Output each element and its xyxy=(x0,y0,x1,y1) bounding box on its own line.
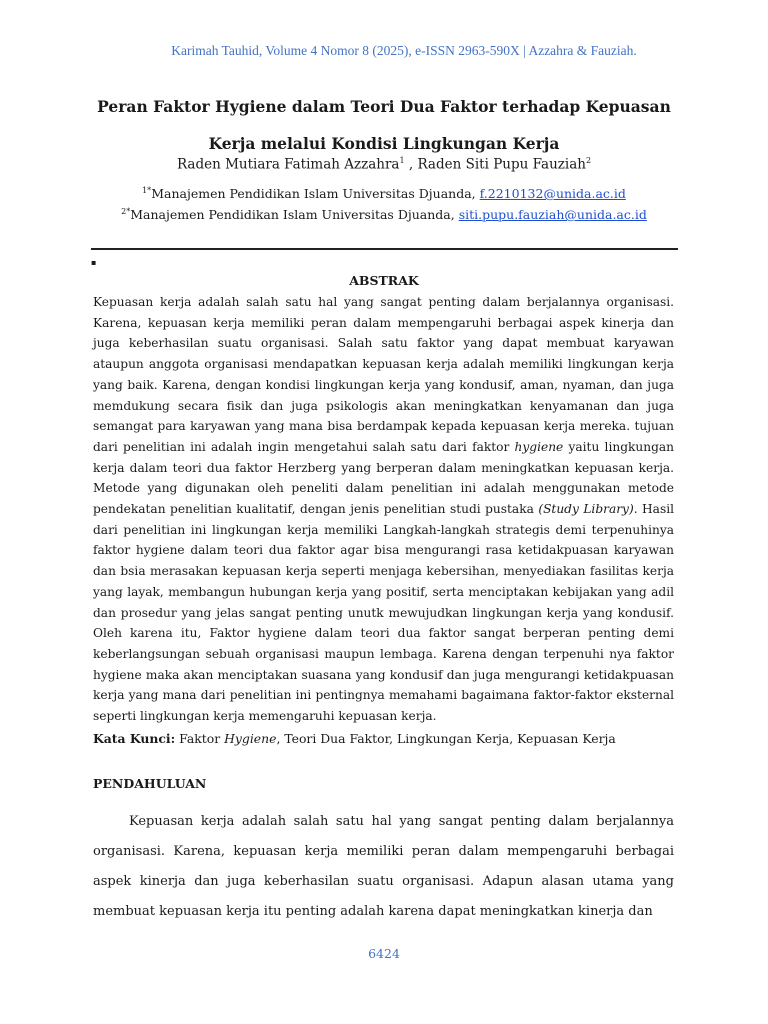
introduction-paragraph: Kepuasan kerja adalah salah satu hal yang sangat penting dalam berjalannya organisasi. Karena, kepuasan kerja memiliki peran dalam mempengaruhi berbagai aspek kinerja dan juga keberhasilan suatu organisasi. Adapun alasan utama yang membuat kepuasan kerja itu penting adalah karena dapat meningkatkan kinerja dan xyxy=(93,814,674,919)
affiliation-2 xyxy=(0,207,768,222)
abstract-text-part-2: yaitu lingkungan kerja dalam teori dua faktor Herzberg yang berperan dalam meningkatkan kepuasan kerja. Metode yang digunakan oleh peneliti dalam penelitian ini adalah menggunakan metode pendekatan penelitian kualitatif, dengan jenis penelitian studi pustaka xyxy=(93,439,675,517)
affiliation-1 xyxy=(0,186,768,201)
abstract-italic-study-library: (Study Library) xyxy=(538,502,634,517)
author-1-superscript: 1 xyxy=(399,156,405,165)
section-heading-introduction: PENDAHULUAN xyxy=(93,776,207,791)
keywords-pre: Faktor xyxy=(175,731,225,746)
paper-title xyxy=(70,88,698,162)
title-line-2: Kerja melalui Kondisi Lingkungan Kerja xyxy=(208,134,560,153)
author-2-name: Raden Siti Pupu Fauziah xyxy=(417,156,586,173)
affiliation-2-email-link[interactable]: siti.pupu.fauziah@unida.ac.id xyxy=(458,207,647,223)
keywords-label: Kata Kunci: xyxy=(93,731,176,746)
author-separator: , xyxy=(404,156,418,173)
header-divider xyxy=(91,248,678,250)
running-header: Karimah Tauhid, Volume 4 Nomor 8 (2025), e-ISSN 2963-590X | Azzahra & Fauziah. xyxy=(171,43,637,58)
divider-dot: ▪ xyxy=(91,258,97,267)
abstract-heading: ABSTRAK xyxy=(349,273,419,288)
affiliation-1-superscript: 1* xyxy=(142,186,152,195)
keywords-line xyxy=(93,731,674,746)
abstract-body xyxy=(93,292,674,727)
affiliation-1-text: Manajemen Pendidikan Islam Universitas Djuanda, xyxy=(151,186,480,202)
abstract-text-part-1: Kepuasan kerja adalah salah satu hal yang sangat penting dalam berjalannya organisasi. Karena, kepuasan kerja memiliki peran dalam mempengaruhi berbagai aspek kinerja dan juga keberhasilan suatu organisasi. Salah satu faktor yang dapat membuat karyawan ataupun anggota organisasi mendapatkan kepuasan kerja adalah memiliki lingkungan kerja yang baik. Karena, dengan kondisi lingkungan kerja yang kondusif, aman, nyaman, dan juga memdukung secara fisik dan juga psikologis akan meningkatkan kenyamanan dan juga semangat para karyawan yang mana bisa berdampak kepada kepuasan kerja mereka. tujuan dari penelitian ini adalah ingin mengetahui salah satu dari faktor xyxy=(93,295,674,454)
affiliation-2-superscript: 2* xyxy=(121,207,131,216)
keywords-italic: Hygiene xyxy=(224,731,277,746)
abstract-italic-hygiene: hygiene xyxy=(514,439,564,454)
affiliation-2-text: Manajemen Pendidikan Islam Universitas Djuanda, xyxy=(130,207,459,223)
page-number: 6424 xyxy=(368,946,400,961)
abstract-text-part-3: . Hasil dari penelitian ini lingkungan kerja memiliki Langkah-langkah strategis demi terpenuhinya faktor hygiene dalam teori dua faktor agar bisa mengurangi rasa ketidakpuasan karyawan dan bsia merasakan kepuasan kerja seperti menjaga kebersihan, menyediakan fasilitas kerja yang layak, membangun hubungan kerja yang positif, serta menciptakan kebijakan yang adil dan prosedur yang jelas sangat penting unutk mewujudkan lingkungan kerja yang kondusif. Oleh karena itu, Faktor hygiene dalam teori dua faktor sangat berperan penting demi keberlangsungan sebuah organisasi maupun lembaga. Karena dengan terpenuhi nya faktor hygiene maka akan menciptakan suasana yang kondusif dan juga mengurangi ketidakpuasan kerja yang mana dari penelitian ini pentingnya memahami bagaimana faktor-faktor eksternal seperti lingkungan kerja memengaruhi kepuasan kerja. xyxy=(93,502,674,724)
keywords-post: , Teori Dua Faktor, Lingkungan Kerja, Kepuasan Kerja xyxy=(276,731,616,746)
title-line-1: Peran Faktor Hygiene dalam Teori Dua Faktor terhadap Kepuasan xyxy=(97,97,671,116)
author-1-name: Raden Mutiara Fatimah Azzahra xyxy=(176,156,400,173)
author-list xyxy=(0,156,768,173)
affiliation-1-email-link[interactable]: f.2210132@unida.ac.id xyxy=(479,186,626,202)
author-2-superscript: 2 xyxy=(585,156,592,165)
